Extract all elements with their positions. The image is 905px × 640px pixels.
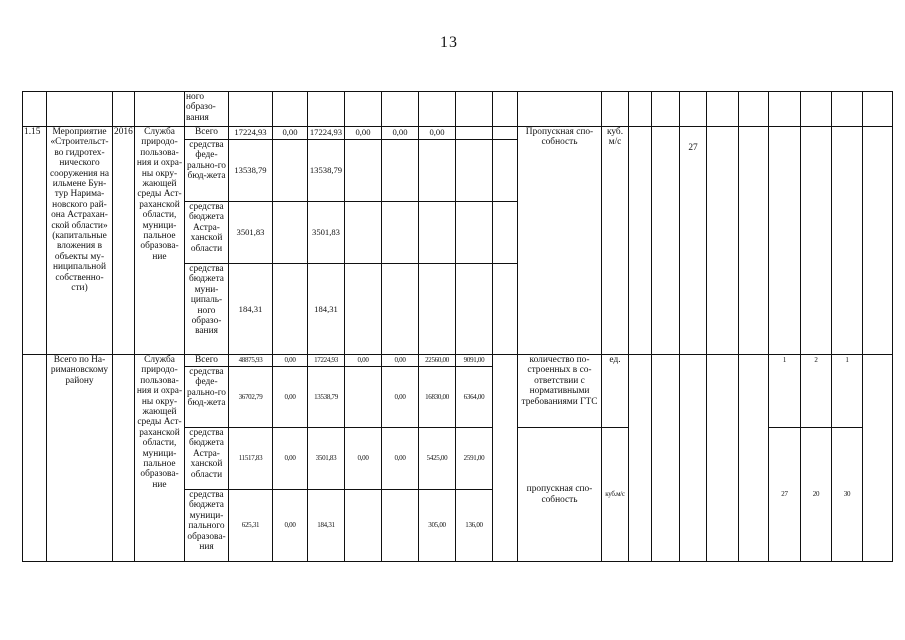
amount-v2: 184,31 [308,490,345,562]
amount-v5: 0,00 [419,127,456,140]
table-row-continuation [23,92,893,127]
item-number: 1.15 [23,127,47,355]
source-label: средства бюджета муни-ципаль-ного образо-вания [185,264,229,355]
indicator-value: 27 [769,428,801,562]
amount-total: 48875,93 [229,355,273,367]
amount-total: 13538,79 [229,140,273,202]
amount-v4: 0,00 [382,355,419,367]
amount-v4: 0,00 [382,127,419,140]
source-label: средства бюджета Астра-ханской области [185,202,229,264]
program-table [22,91,893,562]
indicator-name: Пропускная спо-собность [518,127,602,355]
source-label: средства бюджета муници-пального образова-ния [185,490,229,562]
amount-v1: 0,00 [273,355,308,367]
indicator-value: 1 [832,355,863,428]
source-cell: ного образо-вания [185,92,229,127]
amount-v5: 16830,00 [419,367,456,428]
amount-v5: 22560,00 [419,355,456,367]
indicator-value: 27 [680,127,707,355]
amount-v5: 305,00 [419,490,456,562]
item-executor: Служба природо-пользова-ния и охра-ны окру-жающей среды Аст-раханской области, муници-пальное образова-ние [135,127,185,355]
item-year: 2016 [113,127,135,355]
amount-v1: 0,00 [273,367,308,428]
item-name: Мероприятие «Строительст-во гидротех-нического сооружения на ильмене Бун-тур Нарима-новского рай-она Астрахан-ской области» (капитальные вложения в объекты му-ниципальной собственно-сти) [47,127,113,355]
indicator-unit: куб.м/с [602,428,629,562]
indicator-value: 30 [832,428,863,562]
indicator-unit: куб. м/с [602,127,629,355]
amount-v3: 0,00 [345,428,382,490]
source-label: Всего [185,355,229,367]
amount-total: 11517,83 [229,428,273,490]
amount-v2: 13538,79 [308,367,345,428]
total-name: Всего по На-римановскому району [47,355,113,562]
table-row [23,127,893,140]
amount-v6: 136,00 [456,490,493,562]
table-row-total [23,355,893,367]
amount-v2: 13538,79 [308,140,345,202]
amount-v1: 0,00 [273,127,308,140]
amount-v3: 0,00 [345,355,382,367]
amount-v2: 3501,83 [308,202,345,264]
amount-v4: 0,00 [382,367,419,428]
source-label: Всего [185,127,229,140]
amount-total: 3501,83 [229,202,273,264]
amount-v6: 6364,00 [456,367,493,428]
program-table-wrapper [22,91,893,562]
indicator-value: 1 [769,355,801,428]
amount-v2: 17224,93 [308,355,345,367]
amount-total: 625,31 [229,490,273,562]
amount-v2: 3501,83 [308,428,345,490]
amount-v2: 184,31 [308,264,345,355]
amount-v6: 2591,00 [456,428,493,490]
total-executor: Служба природо-пользова-ния и охра-ны окру-жающей среды Аст-раханской области, муници-пальное образова-ние [135,355,185,562]
amount-v2: 17224,93 [308,127,345,140]
amount-v6: 9091,00 [456,355,493,367]
indicator-value: 20 [801,428,832,562]
source-label: средства феде-рально-го бюд-жета [185,367,229,428]
amount-v5: 5425,00 [419,428,456,490]
amount-total: 36702,79 [229,367,273,428]
page-number: 13 [440,34,458,51]
amount-v4: 0,00 [382,428,419,490]
amount-total: 184,31 [229,264,273,355]
amount-v1: 0,00 [273,428,308,490]
amount-total: 17224,93 [229,127,273,140]
source-label: средства бюджета Астра-ханской области [185,428,229,490]
indicator-unit: ед. [602,355,629,428]
indicator-name: пропускная спо-собность [518,428,602,562]
amount-v3: 0,00 [345,127,382,140]
source-label: средства феде-рально-го бюд-жета [185,140,229,202]
amount-v1: 0,00 [273,490,308,562]
indicator-value: 2 [801,355,832,428]
indicator-name: количество по-строенных в со-ответствии с нормативными требованиями ГТС [518,355,602,428]
